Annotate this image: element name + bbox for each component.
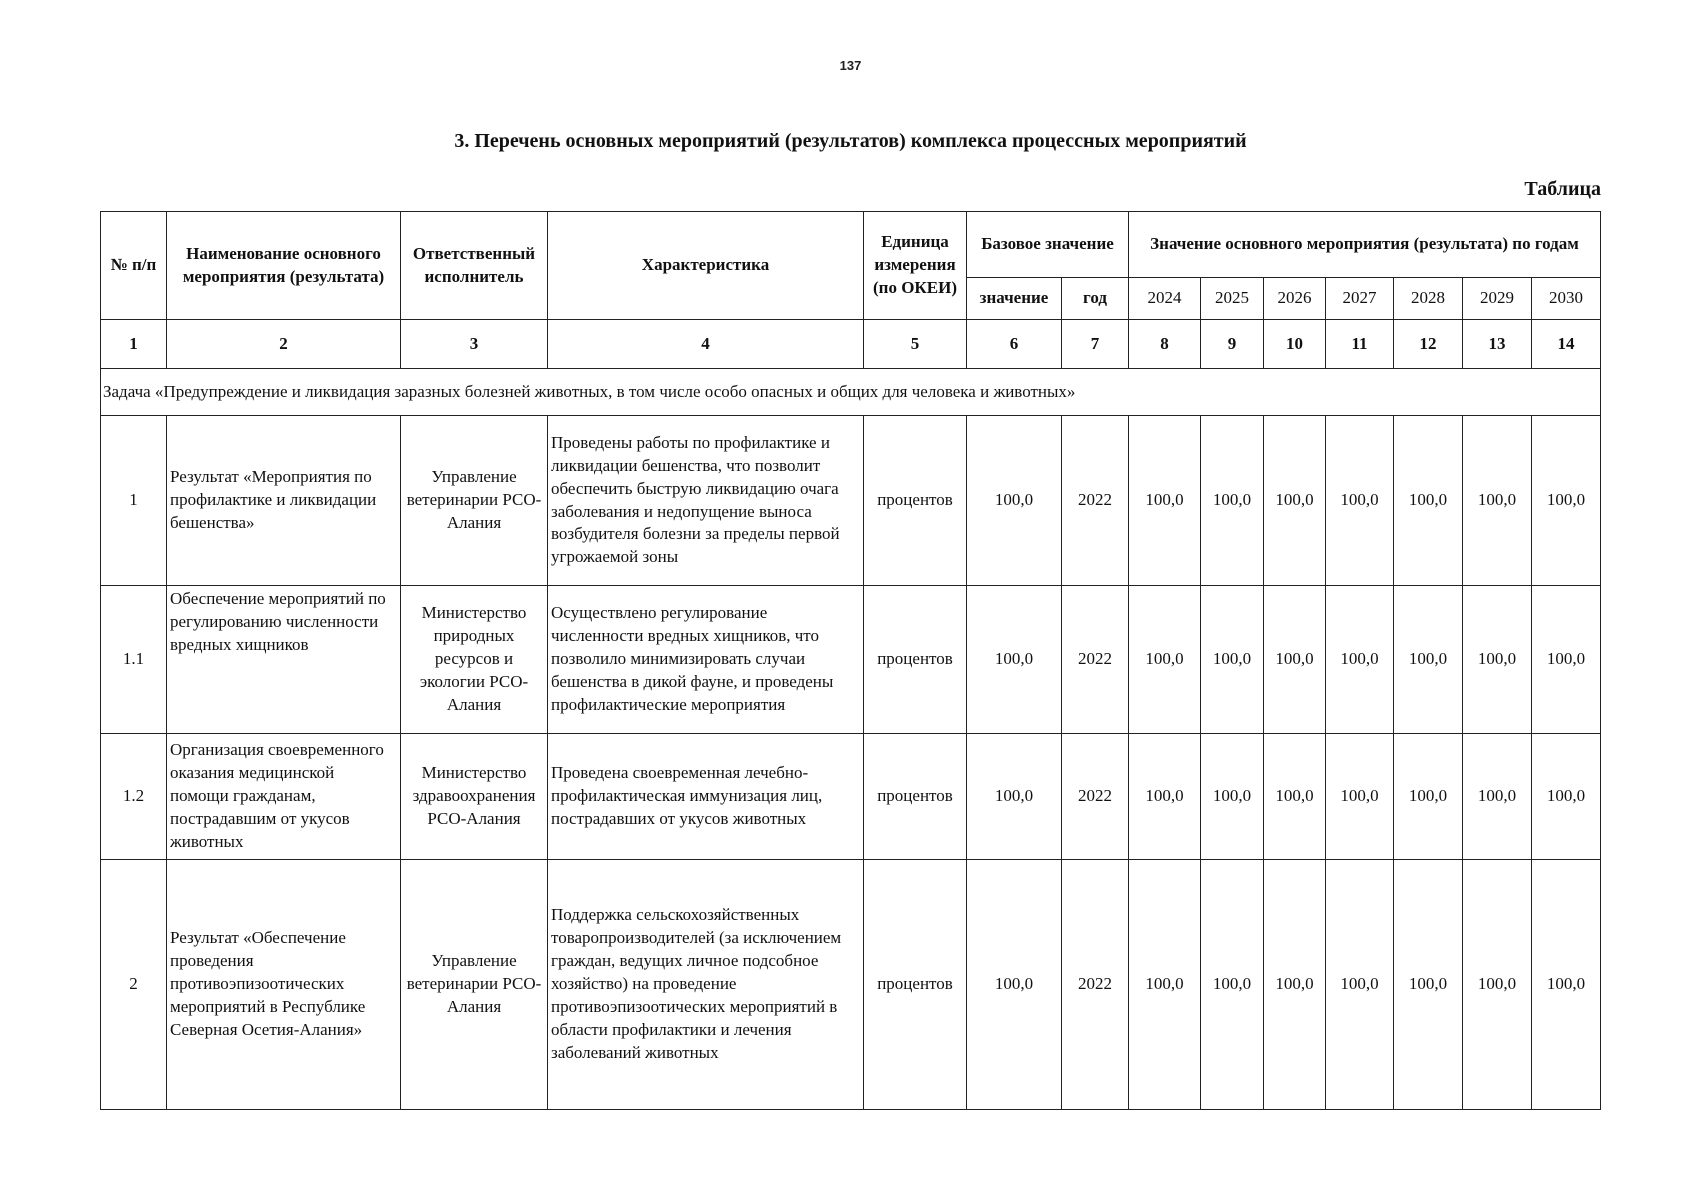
row-responsible: Управление ветеринарии РСО-Алания (401, 860, 548, 1110)
table-label: Таблица (1524, 178, 1601, 200)
row-value-2026: 100,0 (1264, 734, 1326, 860)
column-number: 11 (1326, 320, 1394, 369)
row-characteristic: Поддержка сельскохозяйственных товаропроизводителей (за исключением граждан, ведущих личное подсобное хозяйство) на проведение противоэпизоотических мероприятий в области профилактики и лечения заболеваний животных (548, 860, 864, 1110)
row-value-2030: 100,0 (1532, 734, 1601, 860)
column-number: 7 (1062, 320, 1129, 369)
row-value-2027: 100,0 (1326, 586, 1394, 734)
row-responsible: Министерство здравоохранения РСО-Алания (401, 734, 548, 860)
row-unit: процентов (864, 860, 967, 1110)
header-year: 2029 (1463, 278, 1532, 320)
column-numbers-row (101, 320, 1601, 369)
header-responsible: Ответственный исполнитель (401, 212, 548, 320)
table-row (101, 734, 1601, 860)
page-number: 137 (839, 58, 862, 73)
row-value-2024: 100,0 (1129, 860, 1201, 1110)
column-number: 10 (1264, 320, 1326, 369)
header-num: № п/п (101, 212, 167, 320)
row-num: 1 (101, 416, 167, 586)
header-year: 2028 (1394, 278, 1463, 320)
header-by-years: Значение основного мероприятия (результата) по годам (1129, 212, 1601, 278)
row-characteristic: Осуществлено регулирование численности вредных хищников, что позволило минимизировать случаи бешенства в дикой фауне, и проведены профилактические мероприятия (548, 586, 864, 734)
row-value-2030: 100,0 (1532, 416, 1601, 586)
row-base-year: 2022 (1062, 860, 1129, 1110)
row-value-2026: 100,0 (1264, 416, 1326, 586)
row-num: 1.1 (101, 586, 167, 734)
header-row-top (101, 212, 1601, 278)
row-value-2028: 100,0 (1394, 734, 1463, 860)
row-base-year: 2022 (1062, 416, 1129, 586)
header-year: 2026 (1264, 278, 1326, 320)
header-unit: Единица измерения (по ОКЕИ) (864, 212, 967, 320)
column-number: 3 (401, 320, 548, 369)
row-value-2024: 100,0 (1129, 586, 1201, 734)
row-value-2029: 100,0 (1463, 586, 1532, 734)
task-row (101, 369, 1601, 416)
row-value-2029: 100,0 (1463, 860, 1532, 1110)
column-number: 4 (548, 320, 864, 369)
row-base-value: 100,0 (967, 860, 1062, 1110)
header-year: 2030 (1532, 278, 1601, 320)
header-characteristic: Характеристика (548, 212, 864, 320)
row-num: 1.2 (101, 734, 167, 860)
column-number: 8 (1129, 320, 1201, 369)
row-value-2025: 100,0 (1201, 734, 1264, 860)
column-number: 6 (967, 320, 1062, 369)
row-value-2025: 100,0 (1201, 860, 1264, 1110)
row-value-2024: 100,0 (1129, 416, 1201, 586)
row-responsible: Министерство природных ресурсов и экологии РСО-Алания (401, 586, 548, 734)
row-characteristic: Проведены работы по профилактике и ликвидации бешенства, что позволит обеспечить быструю ликвидацию очага заболевания и недопущение выноса возбудителя болезни за пределы первой угрожаемой зоны (548, 416, 864, 586)
row-value-2027: 100,0 (1326, 860, 1394, 1110)
row-unit: процентов (864, 586, 967, 734)
table-row (101, 860, 1601, 1110)
column-number: 9 (1201, 320, 1264, 369)
row-characteristic: Проведена своевременная лечебно-профилактическая иммунизация лиц, пострадавших от укусов животных (548, 734, 864, 860)
row-value-2027: 100,0 (1326, 416, 1394, 586)
row-value-2026: 100,0 (1264, 586, 1326, 734)
row-unit: процентов (864, 416, 967, 586)
row-name: Результат «Мероприятия по профилактике и ликвидации бешенства» (167, 416, 401, 586)
row-base-value: 100,0 (967, 586, 1062, 734)
header-base: Базовое значение (967, 212, 1129, 278)
header-year: 2027 (1326, 278, 1394, 320)
row-value-2030: 100,0 (1532, 586, 1601, 734)
header-year: 2024 (1129, 278, 1201, 320)
row-name: Организация своевременного оказания медицинской помощи гражданам, пострадавшим от укусов животных (167, 734, 401, 860)
row-value-2030: 100,0 (1532, 860, 1601, 1110)
column-number: 13 (1463, 320, 1532, 369)
table-row (101, 416, 1601, 586)
row-num: 2 (101, 860, 167, 1110)
header-base-year: год (1062, 278, 1129, 320)
row-value-2026: 100,0 (1264, 860, 1326, 1110)
row-value-2025: 100,0 (1201, 416, 1264, 586)
column-number: 14 (1532, 320, 1601, 369)
row-value-2025: 100,0 (1201, 586, 1264, 734)
row-value-2028: 100,0 (1394, 416, 1463, 586)
column-number: 2 (167, 320, 401, 369)
row-value-2028: 100,0 (1394, 586, 1463, 734)
row-base-value: 100,0 (967, 416, 1062, 586)
row-base-value: 100,0 (967, 734, 1062, 860)
row-base-year: 2022 (1062, 734, 1129, 860)
header-base-value: значение (967, 278, 1062, 320)
table-row (101, 586, 1601, 734)
column-number: 1 (101, 320, 167, 369)
row-value-2028: 100,0 (1394, 860, 1463, 1110)
column-number: 5 (864, 320, 967, 369)
row-base-year: 2022 (1062, 586, 1129, 734)
row-value-2029: 100,0 (1463, 734, 1532, 860)
row-responsible: Управление ветеринарии РСО-Алания (401, 416, 548, 586)
measures-table (100, 211, 1601, 1110)
header-name: Наименование основного мероприятия (результата) (167, 212, 401, 320)
page-title: 3. Перечень основных мероприятий (результатов) комплекса процессных мероприятий (454, 130, 1247, 152)
row-value-2029: 100,0 (1463, 416, 1532, 586)
row-name: Обеспечение мероприятий по регулированию численности вредных хищников (167, 586, 401, 734)
task-text: Задача «Предупреждение и ликвидация заразных болезней животных, в том числе особо опасных и общих для человека и животных» (101, 369, 1601, 416)
row-value-2027: 100,0 (1326, 734, 1394, 860)
header-year: 2025 (1201, 278, 1264, 320)
row-unit: процентов (864, 734, 967, 860)
row-name: Результат «Обеспечение проведения противоэпизоотических мероприятий в Республике Северная Осетия-Алания» (167, 860, 401, 1110)
row-value-2024: 100,0 (1129, 734, 1201, 860)
column-number: 12 (1394, 320, 1463, 369)
